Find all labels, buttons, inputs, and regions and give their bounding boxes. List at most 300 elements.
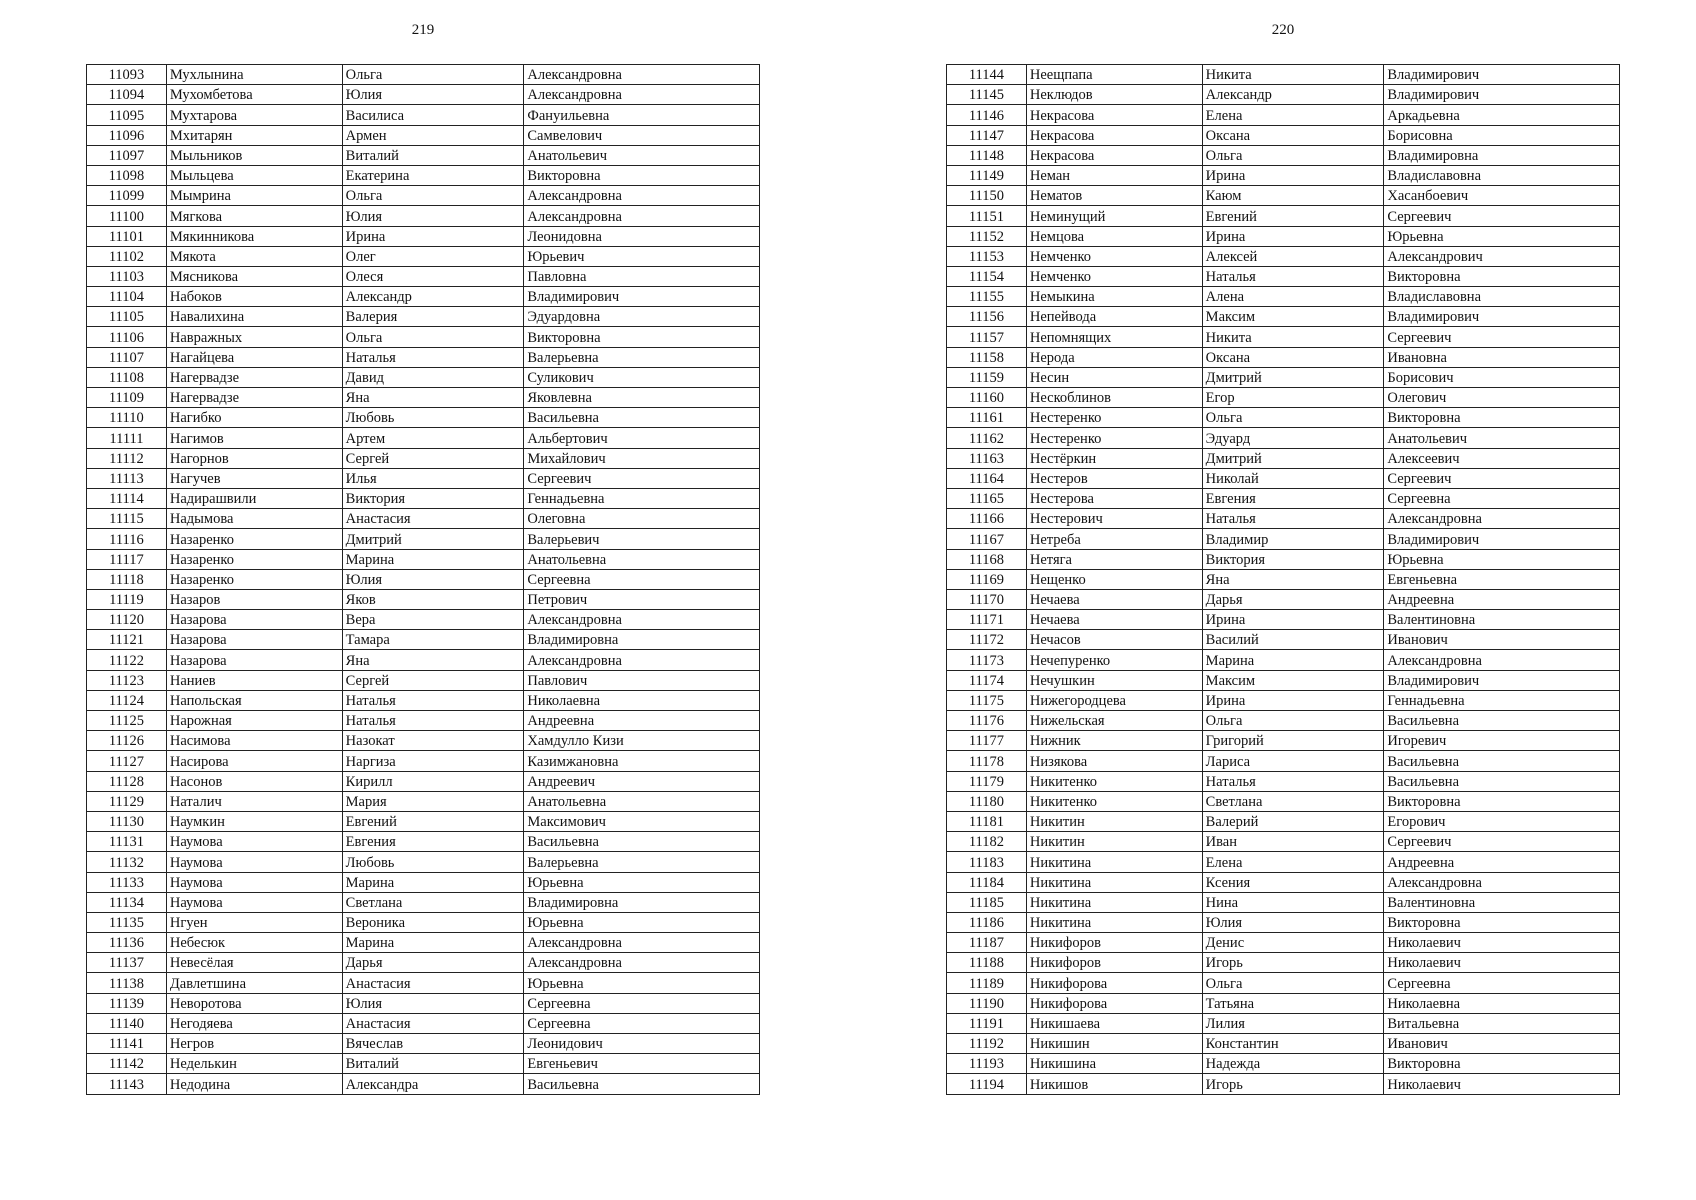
first-name: Давид — [342, 367, 524, 387]
first-name: Виктория — [342, 488, 524, 508]
table-row — [87, 852, 760, 872]
table-row — [947, 347, 1620, 367]
first-name: Василий — [1202, 630, 1384, 650]
last-name: Недодина — [166, 1074, 342, 1094]
record-number: 11141 — [87, 1034, 167, 1054]
last-name: Немченко — [1026, 266, 1202, 286]
first-name: Олег — [342, 246, 524, 266]
table-row — [947, 791, 1620, 811]
record-number: 11189 — [947, 973, 1027, 993]
last-name: Никитенко — [1026, 771, 1202, 791]
first-name: Кирилл — [342, 771, 524, 791]
record-number: 11102 — [87, 246, 167, 266]
first-name: Марина — [342, 549, 524, 569]
record-number: 11108 — [87, 367, 167, 387]
table-row — [87, 1034, 760, 1054]
last-name: Мякинникова — [166, 226, 342, 246]
first-name: Иван — [1202, 832, 1384, 852]
last-name: Немченко — [1026, 246, 1202, 266]
register-table — [86, 64, 760, 1095]
table-row — [87, 186, 760, 206]
record-number: 11129 — [87, 791, 167, 811]
patronymic: Викторовна — [1384, 408, 1620, 428]
last-name: Нечаева — [1026, 589, 1202, 609]
record-number: 11188 — [947, 953, 1027, 973]
patronymic: Васильевна — [1384, 771, 1620, 791]
table-row — [87, 125, 760, 145]
last-name: Нагервадзе — [166, 388, 342, 408]
record-number: 11130 — [87, 811, 167, 831]
last-name: Наниев — [166, 670, 342, 690]
record-number: 11122 — [87, 650, 167, 670]
patronymic: Юрьевна — [524, 912, 760, 932]
table-row — [947, 226, 1620, 246]
register-table — [946, 64, 1620, 1095]
first-name: Елена — [1202, 105, 1384, 125]
record-number: 11190 — [947, 993, 1027, 1013]
last-name: Неворотова — [166, 993, 342, 1013]
last-name: Навалихина — [166, 307, 342, 327]
patronymic: Анатольевна — [524, 549, 760, 569]
patronymic: Владимирович — [1384, 65, 1620, 85]
record-number: 11163 — [947, 448, 1027, 468]
record-number: 11143 — [87, 1074, 167, 1094]
record-number: 11125 — [87, 711, 167, 731]
table-row — [87, 670, 760, 690]
record-number: 11111 — [87, 428, 167, 448]
patronymic: Хасанбоевич — [1384, 186, 1620, 206]
first-name: Наталья — [342, 690, 524, 710]
patronymic: Александровна — [524, 65, 760, 85]
table-row — [947, 1074, 1620, 1094]
first-name: Ольга — [342, 186, 524, 206]
patronymic: Алексеевич — [1384, 448, 1620, 468]
record-number: 11126 — [87, 731, 167, 751]
record-number: 11154 — [947, 266, 1027, 286]
patronymic: Александровна — [524, 650, 760, 670]
table-row — [947, 125, 1620, 145]
patronymic: Фануильевна — [524, 105, 760, 125]
first-name: Александра — [342, 1074, 524, 1094]
last-name: Нестёркин — [1026, 448, 1202, 468]
table-row — [947, 186, 1620, 206]
table-row — [947, 690, 1620, 710]
last-name: Надирашвили — [166, 488, 342, 508]
first-name: Юлия — [342, 993, 524, 1013]
last-name: Некрасова — [1026, 105, 1202, 125]
record-number: 11162 — [947, 428, 1027, 448]
first-name: Ольга — [1202, 408, 1384, 428]
first-name: Яна — [342, 650, 524, 670]
patronymic: Владимирович — [1384, 529, 1620, 549]
record-number: 11164 — [947, 468, 1027, 488]
last-name: Наумова — [166, 892, 342, 912]
first-name: Артем — [342, 428, 524, 448]
last-name: Наумова — [166, 872, 342, 892]
last-name: Нестеренко — [1026, 428, 1202, 448]
patronymic: Владиславовна — [1384, 165, 1620, 185]
first-name: Каюм — [1202, 186, 1384, 206]
patronymic: Александровна — [524, 206, 760, 226]
last-name: Мымрина — [166, 186, 342, 206]
record-number: 11191 — [947, 1013, 1027, 1033]
first-name: Валерия — [342, 307, 524, 327]
table-row — [87, 1074, 760, 1094]
patronymic: Сергеевна — [1384, 973, 1620, 993]
record-number: 11178 — [947, 751, 1027, 771]
patronymic: Владимировна — [524, 892, 760, 912]
last-name: Напольская — [166, 690, 342, 710]
table-row — [87, 933, 760, 953]
record-number: 11147 — [947, 125, 1027, 145]
table-row — [947, 630, 1620, 650]
record-number: 11142 — [87, 1054, 167, 1074]
record-number: 11151 — [947, 206, 1027, 226]
record-number: 11149 — [947, 165, 1027, 185]
table-row — [87, 145, 760, 165]
record-number: 11093 — [87, 65, 167, 85]
table-row — [87, 327, 760, 347]
first-name: Анастасия — [342, 973, 524, 993]
patronymic: Александровна — [524, 186, 760, 206]
patronymic: Васильевна — [524, 832, 760, 852]
last-name: Нечепуренко — [1026, 650, 1202, 670]
first-name: Максим — [1202, 670, 1384, 690]
table-row — [947, 165, 1620, 185]
first-name: Анастасия — [342, 1013, 524, 1033]
record-number: 11107 — [87, 347, 167, 367]
record-number: 11186 — [947, 912, 1027, 932]
last-name: Нерода — [1026, 347, 1202, 367]
last-name: Никифоров — [1026, 933, 1202, 953]
patronymic: Сергеевич — [1384, 832, 1620, 852]
last-name: Никифорова — [1026, 973, 1202, 993]
patronymic: Олегович — [1384, 388, 1620, 408]
first-name: Марина — [342, 933, 524, 953]
patronymic: Андреевна — [1384, 589, 1620, 609]
last-name: Назаров — [166, 589, 342, 609]
patronymic: Яковлевна — [524, 388, 760, 408]
last-name: Непейвода — [1026, 307, 1202, 327]
last-name: Нижегородцева — [1026, 690, 1202, 710]
first-name: Ирина — [1202, 226, 1384, 246]
record-number: 11183 — [947, 852, 1027, 872]
patronymic: Валентиновна — [1384, 610, 1620, 630]
last-name: Мясникова — [166, 266, 342, 286]
first-name: Ирина — [1202, 690, 1384, 710]
record-number: 11177 — [947, 731, 1027, 751]
table-row — [87, 1013, 760, 1033]
last-name: Мягкова — [166, 206, 342, 226]
last-name: Наумова — [166, 852, 342, 872]
last-name: Неминущий — [1026, 206, 1202, 226]
last-name: Мухомбетова — [166, 85, 342, 105]
last-name: Некрасова — [1026, 145, 1202, 165]
first-name: Наталья — [1202, 509, 1384, 529]
last-name: Никитина — [1026, 872, 1202, 892]
patronymic: Евгеньевич — [524, 1054, 760, 1074]
patronymic: Владимирович — [1384, 307, 1620, 327]
record-number: 11115 — [87, 509, 167, 529]
first-name: Анастасия — [342, 509, 524, 529]
record-number: 11127 — [87, 751, 167, 771]
first-name: Ирина — [1202, 165, 1384, 185]
first-name: Николай — [1202, 468, 1384, 488]
record-number: 11133 — [87, 872, 167, 892]
table-row — [87, 791, 760, 811]
record-number: 11098 — [87, 165, 167, 185]
patronymic: Александровна — [524, 933, 760, 953]
table-row — [947, 1034, 1620, 1054]
first-name: Юлия — [342, 206, 524, 226]
record-number: 11192 — [947, 1034, 1027, 1054]
table-row — [87, 488, 760, 508]
record-number: 11167 — [947, 529, 1027, 549]
patronymic: Иванович — [1384, 1034, 1620, 1054]
patronymic: Павлович — [524, 670, 760, 690]
first-name: Наталья — [1202, 771, 1384, 791]
patronymic: Васильевна — [524, 408, 760, 428]
table-row — [947, 408, 1620, 428]
last-name: Насонов — [166, 771, 342, 791]
table-row — [87, 85, 760, 105]
record-number: 11146 — [947, 105, 1027, 125]
first-name: Ольга — [1202, 973, 1384, 993]
patronymic: Николаевич — [1384, 933, 1620, 953]
record-number: 11128 — [87, 771, 167, 791]
record-number: 11180 — [947, 791, 1027, 811]
record-number: 11181 — [947, 811, 1027, 831]
last-name: Мухтарова — [166, 105, 342, 125]
table-row — [947, 569, 1620, 589]
table-row — [947, 388, 1620, 408]
last-name: Назаренко — [166, 569, 342, 589]
record-number: 11170 — [947, 589, 1027, 609]
first-name: Ольга — [342, 65, 524, 85]
record-number: 11135 — [87, 912, 167, 932]
last-name: Никишин — [1026, 1034, 1202, 1054]
patronymic: Леонидович — [524, 1034, 760, 1054]
patronymic: Анатольевна — [524, 791, 760, 811]
record-number: 11116 — [87, 529, 167, 549]
patronymic: Николаевна — [524, 690, 760, 710]
record-number: 11113 — [87, 468, 167, 488]
first-name: Виталий — [342, 145, 524, 165]
record-number: 11166 — [947, 509, 1027, 529]
first-name: Ирина — [342, 226, 524, 246]
table-row — [87, 811, 760, 831]
patronymic: Владимирович — [524, 287, 760, 307]
record-number: 11114 — [87, 488, 167, 508]
patronymic: Андреевна — [1384, 852, 1620, 872]
record-number: 11174 — [947, 670, 1027, 690]
table-row — [947, 529, 1620, 549]
table-row — [87, 408, 760, 428]
record-number: 11179 — [947, 771, 1027, 791]
table-row — [87, 246, 760, 266]
patronymic: Валентиновна — [1384, 892, 1620, 912]
last-name: Назаренко — [166, 549, 342, 569]
table-row — [87, 569, 760, 589]
table-row — [87, 610, 760, 630]
patronymic: Максимович — [524, 811, 760, 831]
table-row — [87, 731, 760, 751]
first-name: Татьяна — [1202, 993, 1384, 1013]
last-name: Нечаева — [1026, 610, 1202, 630]
patronymic: Иванович — [1384, 630, 1620, 650]
patronymic: Анатольевич — [1384, 428, 1620, 448]
record-number: 11194 — [947, 1074, 1027, 1094]
table-row — [947, 105, 1620, 125]
table-row — [947, 367, 1620, 387]
table-row — [87, 509, 760, 529]
table-row — [87, 751, 760, 771]
table-row — [87, 953, 760, 973]
first-name: Сергей — [342, 448, 524, 468]
patronymic: Юрьевна — [1384, 549, 1620, 569]
table-row — [947, 731, 1620, 751]
last-name: Нгуен — [166, 912, 342, 932]
last-name: Никитенко — [1026, 791, 1202, 811]
first-name: Армен — [342, 125, 524, 145]
patronymic: Владимирович — [1384, 670, 1620, 690]
last-name: Непомнящих — [1026, 327, 1202, 347]
table-row — [947, 912, 1620, 932]
page-number: 220 — [1271, 22, 1295, 38]
record-number: 11150 — [947, 186, 1027, 206]
table-row — [947, 953, 1620, 973]
patronymic: Эдуардовна — [524, 307, 760, 327]
patronymic: Викторовна — [1384, 791, 1620, 811]
first-name: Валерий — [1202, 811, 1384, 831]
patronymic: Аркадьевна — [1384, 105, 1620, 125]
first-name: Евгений — [342, 811, 524, 831]
table-row — [947, 933, 1620, 953]
record-number: 11159 — [947, 367, 1027, 387]
patronymic: Геннадьевна — [524, 488, 760, 508]
patronymic: Владимировна — [524, 630, 760, 650]
record-number: 11158 — [947, 347, 1027, 367]
record-number: 11172 — [947, 630, 1027, 650]
table-row — [87, 711, 760, 731]
first-name: Евгений — [1202, 206, 1384, 226]
first-name: Сергей — [342, 670, 524, 690]
patronymic: Борисовна — [1384, 125, 1620, 145]
patronymic: Евгеньевна — [1384, 569, 1620, 589]
table-row — [947, 1054, 1620, 1074]
patronymic: Егорович — [1384, 811, 1620, 831]
patronymic: Викторовна — [1384, 912, 1620, 932]
record-number: 11173 — [947, 650, 1027, 670]
first-name: Ольга — [1202, 711, 1384, 731]
patronymic: Петрович — [524, 589, 760, 609]
table-row — [947, 145, 1620, 165]
first-name: Наталья — [342, 347, 524, 367]
patronymic: Михайлович — [524, 448, 760, 468]
patronymic: Александровна — [1384, 509, 1620, 529]
record-number: 11123 — [87, 670, 167, 690]
first-name: Елена — [1202, 852, 1384, 872]
last-name: Никифорова — [1026, 993, 1202, 1013]
patronymic: Викторовна — [1384, 266, 1620, 286]
patronymic: Андреевич — [524, 771, 760, 791]
last-name: Насимова — [166, 731, 342, 751]
last-name: Назарова — [166, 610, 342, 630]
patronymic: Владимирович — [1384, 85, 1620, 105]
table-row — [947, 610, 1620, 630]
patronymic: Леонидовна — [524, 226, 760, 246]
first-name: Дарья — [1202, 589, 1384, 609]
last-name: Давлетшина — [166, 973, 342, 993]
record-number: 11175 — [947, 690, 1027, 710]
first-name: Наталья — [1202, 266, 1384, 286]
first-name: Юлия — [342, 85, 524, 105]
first-name: Виктория — [1202, 549, 1384, 569]
record-number: 11193 — [947, 1054, 1027, 1074]
first-name: Денис — [1202, 933, 1384, 953]
last-name: Негров — [166, 1034, 342, 1054]
first-name: Юлия — [342, 569, 524, 589]
table-row — [947, 811, 1620, 831]
table-row — [87, 690, 760, 710]
patronymic: Викторовна — [524, 165, 760, 185]
patronymic: Васильевна — [524, 1074, 760, 1094]
first-name: Алексей — [1202, 246, 1384, 266]
last-name: Неман — [1026, 165, 1202, 185]
first-name: Константин — [1202, 1034, 1384, 1054]
table-row — [947, 206, 1620, 226]
table-row — [87, 307, 760, 327]
first-name: Владимир — [1202, 529, 1384, 549]
patronymic: Сергеевна — [1384, 488, 1620, 508]
table-row — [947, 993, 1620, 1013]
table-row — [87, 589, 760, 609]
last-name: Насирова — [166, 751, 342, 771]
last-name: Нагорнов — [166, 448, 342, 468]
last-name: Неклюдов — [1026, 85, 1202, 105]
table-row — [947, 287, 1620, 307]
patronymic: Сергеевна — [524, 1013, 760, 1033]
first-name: Любовь — [342, 408, 524, 428]
first-name: Светлана — [342, 892, 524, 912]
first-name: Яна — [342, 388, 524, 408]
table-row — [947, 751, 1620, 771]
patronymic: Александровна — [524, 610, 760, 630]
first-name: Дмитрий — [1202, 448, 1384, 468]
table-row — [947, 448, 1620, 468]
first-name: Мария — [342, 791, 524, 811]
last-name: Нематов — [1026, 186, 1202, 206]
patronymic: Викторовна — [1384, 1054, 1620, 1074]
patronymic: Сергеевич — [524, 468, 760, 488]
table-row — [87, 468, 760, 488]
record-number: 11152 — [947, 226, 1027, 246]
first-name: Эдуард — [1202, 428, 1384, 448]
record-number: 11182 — [947, 832, 1027, 852]
table-row — [87, 771, 760, 791]
patronymic: Геннадьевна — [1384, 690, 1620, 710]
record-number: 11110 — [87, 408, 167, 428]
record-number: 11148 — [947, 145, 1027, 165]
last-name: Немыкина — [1026, 287, 1202, 307]
table-row — [947, 852, 1620, 872]
first-name: Оксана — [1202, 347, 1384, 367]
first-name: Наталья — [342, 711, 524, 731]
table-row — [87, 206, 760, 226]
record-number: 11094 — [87, 85, 167, 105]
last-name: Нечушкин — [1026, 670, 1202, 690]
patronymic: Валерьевна — [524, 852, 760, 872]
